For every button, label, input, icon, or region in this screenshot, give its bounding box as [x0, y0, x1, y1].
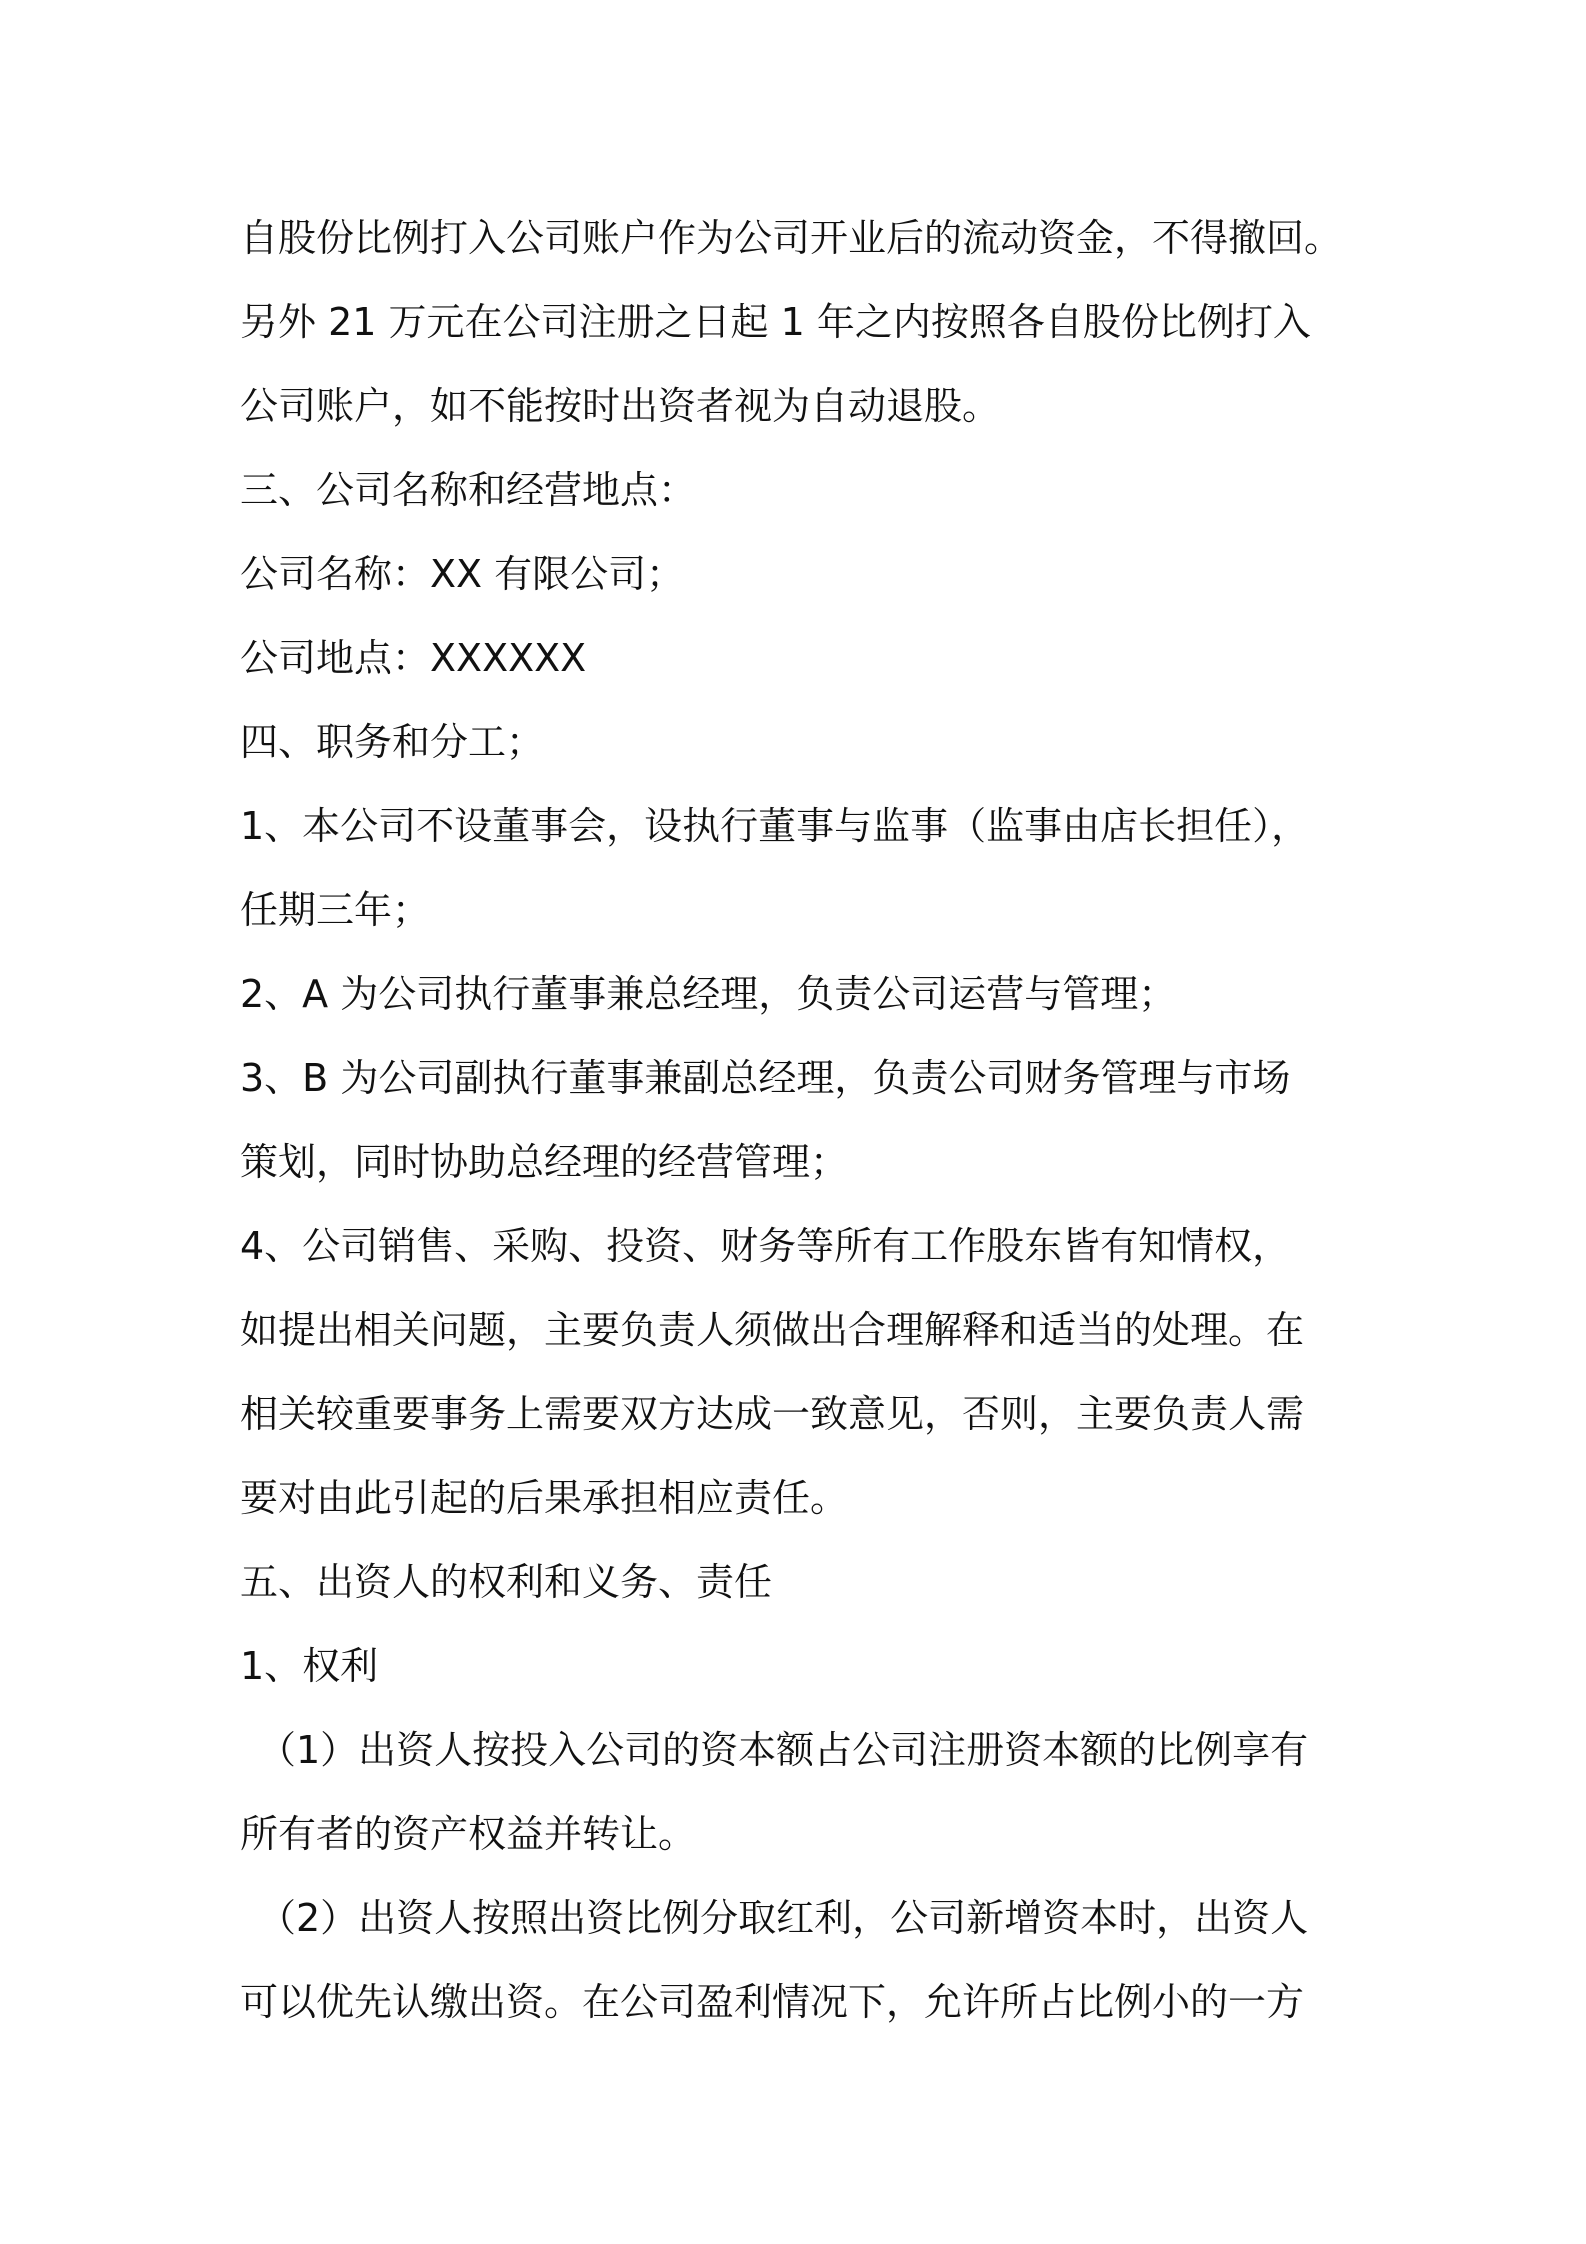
paragraph-line: 自股份比例打入公司账户作为公司开业后的流动资金，不得撤回。: [240, 216, 1343, 260]
document-body: [240, 196, 1390, 2044]
list-item-line: （2）出资人按照出资比例分取红利，公司新增资本时，出资人: [258, 1896, 1309, 1940]
company-name-line: 公司名称：XX 有限公司；: [240, 552, 685, 596]
company-location-line: 公司地点：XXXXXX: [240, 636, 587, 680]
list-item-line: 策划，同时协助总经理的经营管理；: [240, 1140, 849, 1184]
paragraph-line: 另外 21 万元在公司注册之日起 1 年之内按照各自股份比例打入: [240, 300, 1311, 344]
paragraph-line: 公司账户，如不能按时出资者视为自动退股。: [240, 384, 1001, 428]
list-item-line: 相关较重要事务上需要双方达成一致意见，否则，主要负责人需: [240, 1392, 1305, 1436]
list-item-line: 可以优先认缴出资。在公司盈利情况下，允许所占比例小的一方: [240, 1980, 1305, 2024]
section-heading: 五、出资人的权利和义务、责任: [240, 1560, 773, 1604]
section-heading: 四、职务和分工；: [240, 720, 545, 764]
list-item-line: 任期三年；: [240, 888, 431, 932]
list-item-line: （1）出资人按投入公司的资本额占公司注册资本额的比例享有: [258, 1728, 1309, 1772]
list-item-line: 3、B 为公司副执行董事兼副总经理，负责公司财务管理与市场: [240, 1056, 1291, 1100]
list-item-line: 1、本公司不设董事会，设执行董事与监事（监事由店长担任），: [240, 804, 1310, 848]
list-item-line: 要对由此引起的后果承担相应责任。: [240, 1476, 849, 1520]
list-item-line: 2、A 为公司执行董事兼总经理，负责公司运营与管理；: [240, 972, 1177, 1016]
section-heading: 三、公司名称和经营地点：: [240, 468, 697, 512]
list-item-line: 所有者的资产权益并转让。: [240, 1812, 697, 1856]
subsection-heading: 1、权利: [240, 1644, 379, 1688]
list-item-line: 4、公司销售、采购、投资、财务等所有工作股东皆有知情权，: [240, 1224, 1291, 1268]
list-item-line: 如提出相关问题，主要负责人须做出合理解释和适当的处理。在: [240, 1308, 1305, 1352]
